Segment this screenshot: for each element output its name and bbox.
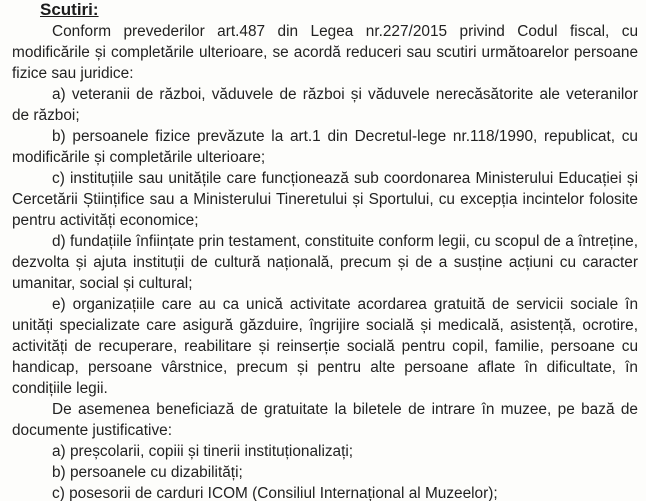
scutiri-item-b: b) persoanele fizice prevăzute la art.1 din Decretul-lege nr.118/1990, republicat, cu modificările și completările ulterioare; <box>12 128 638 166</box>
scutiri-item-d: d) fundațiile înființate prin testament, constituite conform legii, cu scopul de a întreține, dezvolta și ajuta instituții de cultură națională, precum și de a susține acțiuni cu caracter umanitar, social și cultural; <box>12 233 638 292</box>
gratuitate-item-a: a) preșcolarii, copiii și tinerii instituționalizați; <box>52 443 354 460</box>
scutiri-item-a: a) veteranii de război, văduvele de război și văduvele nerecăsătorite ale veteranilor de război; <box>12 86 638 124</box>
scutiri-item-c: c) instituțiile sau unitățile care funcționează sub coordonarea Ministerului Educației și Cercetării Științifice sau a Ministerului Tineretului și Sportului, cu excepția incintelor folosite pentru activități economice; <box>12 170 638 229</box>
gratuitate-item-c: c) posesorii de carduri ICOM (Consiliul Internațional al Muzeelor); <box>52 485 498 501</box>
document-body <box>12 21 638 501</box>
gratuitate-paragraph: De asemenea beneficiază de gratuitate la biletele de intrare în muzee, pe bază de documente justificative: <box>12 401 638 439</box>
section-heading: Scutiri: <box>40 0 99 19</box>
scutiri-item-e: e) organizațiile care au ca unică activitate acordarea gratuită de servicii sociale în unități specializate care asigură găzduire, îngrijire socială și medicală, asistență, ocrotire, activități de recuperare, reabilitare și reinserție socială pentru copil, familie, persoane cu handicap, persoane vârstnice, precum și pentru alte persoane aflate în dificultate, în condițiile legii. <box>12 296 638 397</box>
gratuitate-item-b: b) persoanele cu dizabilități; <box>52 464 243 481</box>
intro-paragraph: Conform prevederilor art.487 din Legea nr.227/2015 privind Codul fiscal, cu modificările și completările ulterioare, se acordă reduceri sau scutiri următoarelor persoane fizice sau juridice: <box>12 23 638 82</box>
